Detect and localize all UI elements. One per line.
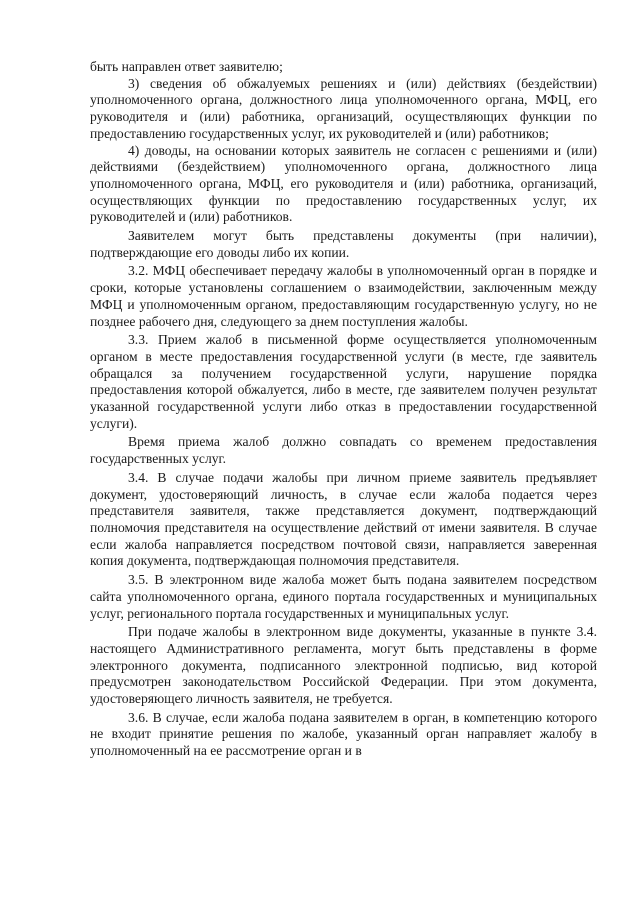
document-body	[90, 59, 597, 760]
paragraph-documents-note: Заявителем могут быть представлены документы (при наличии), подтверждающие его доводы либо их копии.	[90, 228, 597, 260]
paragraph-continuation: быть направлен ответ заявителю;	[90, 59, 283, 74]
paragraph-item-3: 3) сведения об обжалуемых решениях и (или) действиях (бездействии) уполномоченного органа, должностного лица уполномоченного органа, МФЦ, его руководителя и (или) работника, организаций, осуществляющих функции по предоставлению государственных услуг, их руководителей и (или) работников;	[90, 75, 597, 141]
paragraph-section-3-6: 3.6. В случае, если жалоба подана заявителем в орган, в компетенцию которого не входит принятие решения по жалобе, указанный орган направляет жалобу в уполномоченный на ее рассмотрение орган и в	[90, 709, 597, 759]
paragraph-section-3-2: 3.2. МФЦ обеспечивает передачу жалобы в уполномоченный орган в порядке и сроки, которые установлены соглашением о взаимодействии, заключенным между МФЦ и уполномоченным органом, предоставляющим государственную услугу, но не позднее рабочего дня, следующего за днем поступления жалобы.	[90, 263, 597, 329]
paragraph-reception-time: Время приема жалоб должно совпадать со временем предоставления государственных услуг.	[90, 434, 597, 467]
paragraph-section-3-5: 3.5. В электронном виде жалоба может быть подана заявителем посредством сайта уполномоченного органа, единого портала государственных и муниципальных услуг, регионального портала государственных и муниципальных услуг.	[90, 572, 597, 621]
paragraph-section-3-3: 3.3. Прием жалоб в письменной форме осуществляется уполномоченным органом в месте предоставления государственной услуги (в месте, где заявитель обращался за получением государственной услуги, нарушение порядка предоставления которой обжалуется, либо в месте, где заявителем получен результат указанной государственной услуги либо отказ в предоставлении государственной услуги).	[90, 332, 597, 431]
paragraph-section-3-4: 3.4. В случае подачи жалобы при личном приеме заявитель предъявляет документ, удостоверяющий личность, в случае если жалоба подается через представителя заявителя, также представляется документ, подтверждающий полномочия представителя на осуществление действий от имени заявителя. В случае если жалоба направляется посредством почтовой связи, направляется заверенная копия документа, подтверждающая полномочия представителя.	[90, 469, 597, 569]
paragraph-electronic-submission: При подаче жалобы в электронном виде документы, указанные в пункте 3.4. настоящего Административного регламента, могут быть представлены в форме электронного документа, подписанного электронной подписью, вид которой предусмотрен законодательством Российской Федерации. При этом документа, удостоверяющего личность заявителя, не требуется.	[90, 624, 597, 707]
paragraph-item-4: 4) доводы, на основании которых заявитель не согласен с решениями и (или) действиями (бездействием) уполномоченного органа, должностного лица уполномоченного органа, МФЦ, его руководителя и (или) работника, организаций, осуществляющих функции по предоставлению государственных услуг, их руководителей и (или) работников.	[90, 142, 597, 225]
